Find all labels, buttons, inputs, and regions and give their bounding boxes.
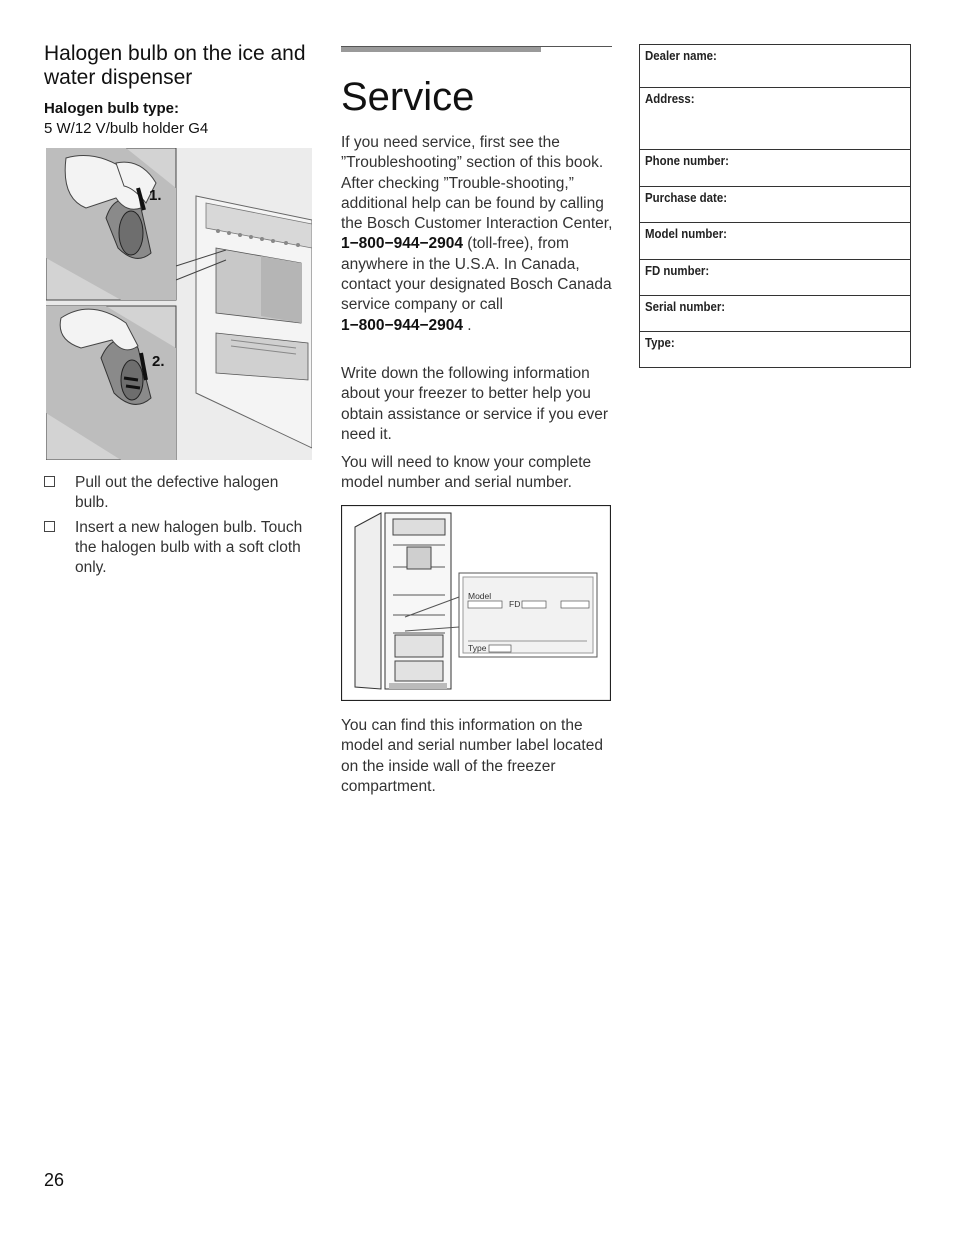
form-field-fd-number[interactable] — [640, 260, 910, 296]
form-field-label: Serial number: — [645, 299, 726, 314]
form-field-label: Address: — [645, 91, 695, 106]
bulb-type-label: Halogen bulb type: — [44, 100, 179, 117]
service-text: (toll-free), from anywhere in the U.S.A. In Canada, contact your designated Bosch Canada service company or call — [341, 235, 612, 314]
list-item — [44, 473, 304, 513]
step-text: Pull out the defective halogen bulb. — [75, 474, 279, 511]
checkbox-bullet-icon — [44, 476, 55, 487]
step-text: Insert a new halogen bulb. Touch the halogen bulb with a soft cloth only. — [75, 519, 303, 576]
form-field-type[interactable] — [640, 332, 910, 367]
form-field-label: Model number: — [645, 226, 727, 241]
bulb-type-spec — [44, 99, 314, 139]
bulb-type-value: 5 W/12 V/bulb holder G4 — [44, 120, 209, 137]
form-field-model-number[interactable] — [640, 223, 910, 260]
form-field-label: Dealer name: — [645, 48, 717, 63]
form-field-dealer-name[interactable] — [640, 45, 910, 88]
service-text: If you need service, first see the ”Troubleshooting” section of this book. After checking ”Trouble-shooting,” additional help can be found by calling the Bosch Customer Interaction Center, — [341, 134, 613, 233]
form-field-address[interactable] — [640, 88, 910, 150]
label-fd-caption: FD — [509, 599, 521, 609]
label-model-caption: Model — [468, 591, 492, 601]
service-paragraph — [341, 133, 616, 336]
service-info-form — [639, 44, 911, 368]
form-field-label: Type: — [645, 335, 675, 350]
checkbox-bullet-icon — [44, 521, 55, 532]
form-field-phone-number[interactable] — [640, 150, 910, 187]
form-field-label: Purchase date: — [645, 190, 728, 205]
label-type-caption: Type — [468, 643, 487, 653]
write-down-paragraph: Write down the following information about your freezer to better help you obtain assistance or service if you ever need it. — [341, 365, 609, 443]
form-field-serial-number[interactable] — [640, 296, 910, 332]
bulb-replacement-illustration — [46, 148, 312, 460]
phone-number-us: 1−800−944−2904 — [341, 235, 463, 253]
label-location-illustration — [341, 505, 611, 701]
label-location-paragraph: You can find this information on the model and serial number label located on the inside wall of the freezer compartment. — [341, 717, 603, 795]
model-number-paragraph: You will need to know your complete model number and serial number. — [341, 454, 592, 492]
period: . — [467, 316, 472, 334]
page-title: Service — [341, 75, 475, 119]
list-item — [44, 518, 304, 578]
title-rule-thin — [341, 46, 612, 47]
page-number: 26 — [44, 1170, 65, 1190]
step-marker-2: 2. — [152, 353, 165, 370]
form-field-label: FD number: — [645, 263, 710, 278]
phone-number-canada: 1−800−944−2904 — [341, 316, 463, 334]
step-marker-1: 1. — [149, 187, 162, 204]
form-field-purchase-date[interactable] — [640, 187, 910, 223]
section-title: Halogen bulb on the ice and water dispenser — [44, 42, 306, 89]
form-field-label: Phone number: — [645, 153, 729, 168]
